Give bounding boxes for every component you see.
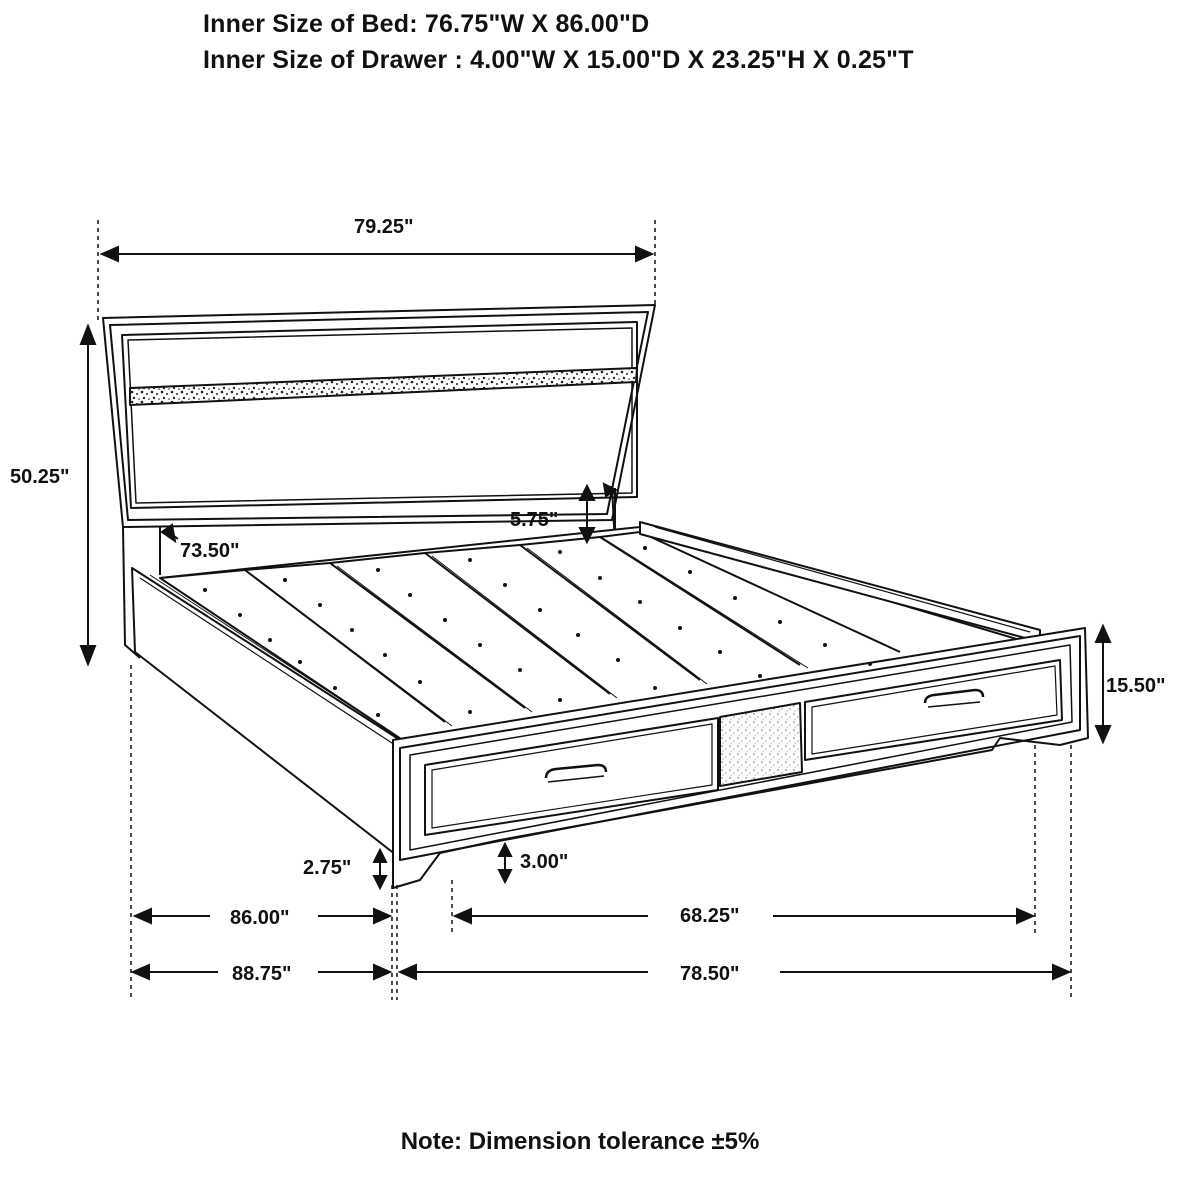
dim-leg-clearance: 3.00" xyxy=(520,851,569,873)
dim-headboard-width: 79.25" xyxy=(354,216,414,238)
bed-inner-size-text: Inner Size of Bed: 76.75"W X 86.00"D xyxy=(203,10,650,38)
dim-foot-clearance: 2.75" xyxy=(303,857,352,879)
dim-inner-headboard-width: 73.50" xyxy=(180,540,240,562)
dim-total-height: 50.25" xyxy=(10,466,70,488)
bed-outline xyxy=(103,305,1088,888)
dim-rail-length: 86.00" xyxy=(230,907,290,929)
dim-overall-length: 88.75" xyxy=(232,963,292,985)
drawer-inner-size-text: Inner Size of Drawer : 4.00"W X 15.00"D X 23.25"H X 0.25"T xyxy=(203,46,914,74)
dimension-tolerance-note: Note: Dimension tolerance ±5% xyxy=(400,1128,760,1155)
dim-footboard-height: 15.50" xyxy=(1106,675,1166,697)
dim-overall-width: 78.50" xyxy=(680,963,740,985)
dim-rail-to-panel: 5.75" xyxy=(510,509,559,531)
dim-inner-width: 68.25" xyxy=(680,905,740,927)
